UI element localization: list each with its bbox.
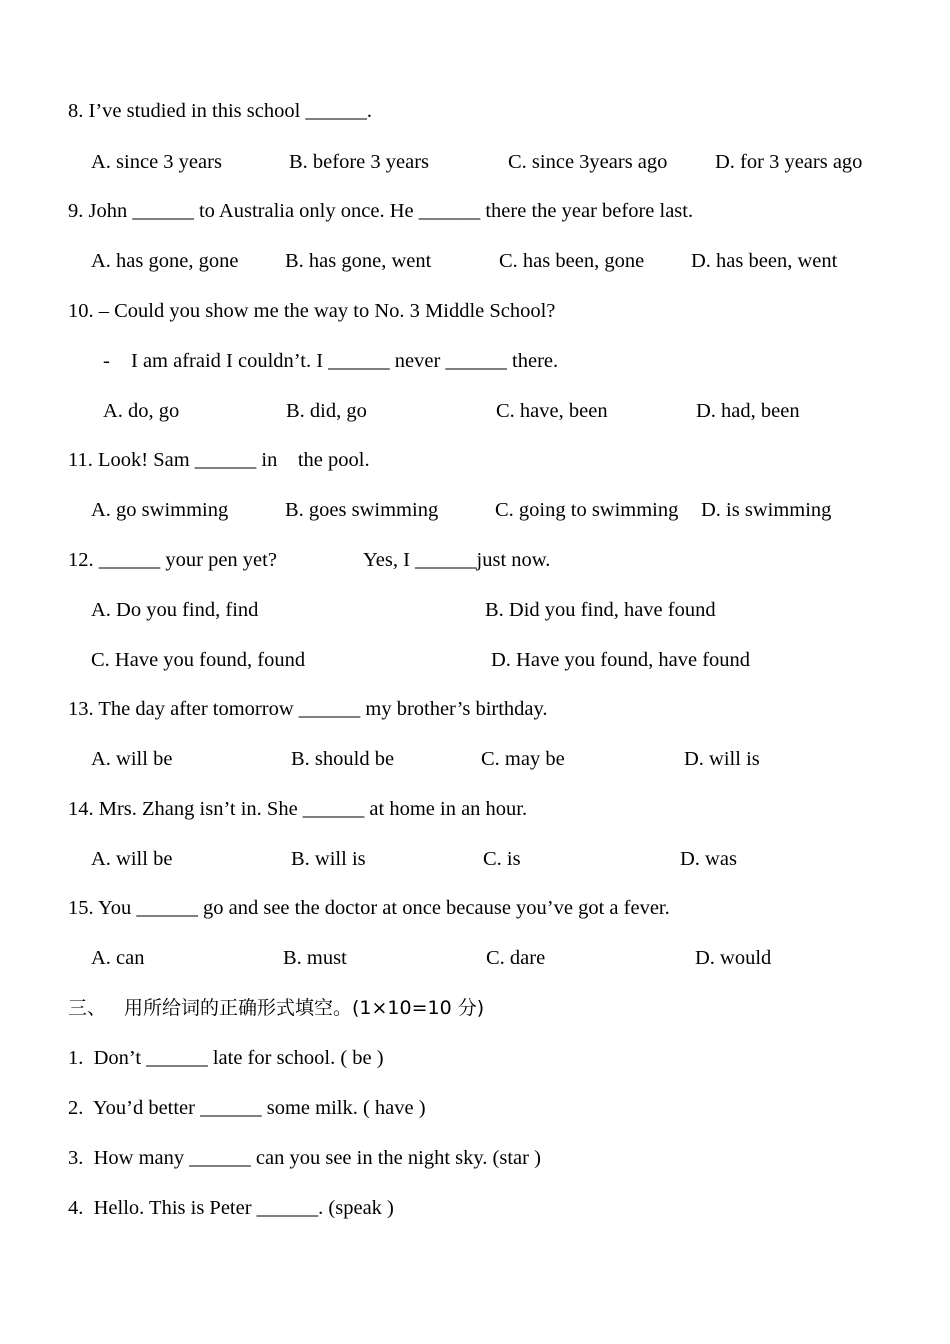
question-14-stem: 14. Mrs. Zhang isn’t in. She ______ at home in an hour. — [68, 798, 528, 820]
question-10-stem: 10. – Could you show me the way to No. 3 Middle School? — [68, 300, 556, 322]
question-13-option-b: B. should be — [291, 748, 395, 770]
question-12-reply: Yes, I ______just now. — [363, 549, 551, 571]
question-14-option-d: D. was — [680, 848, 737, 870]
question-12-stem: 12. ______ your pen yet? — [68, 549, 277, 571]
question-12-option-c: C. Have you found, found — [91, 649, 306, 671]
question-14-option-a: A. will be — [91, 848, 173, 870]
question-8-stem: 8. I’ve studied in this school ______. — [68, 100, 373, 122]
question-15-option-b: B. must — [283, 947, 347, 969]
question-11-option-b: B. goes swimming — [285, 499, 439, 521]
question-13-option-a: A. will be — [91, 748, 173, 770]
question-10-option-a: A. do, go — [103, 400, 180, 422]
question-8-option-a: A. since 3 years — [91, 151, 222, 173]
question-11-option-a: A. go swimming — [91, 499, 229, 521]
question-12-option-a: A. Do you find, find — [91, 599, 259, 621]
question-14-option-b: B. will is — [291, 848, 366, 870]
section-3-number: 三、 — [68, 997, 107, 1019]
fill-item-4: 4. Hello. This is Peter ______. (speak ) — [68, 1197, 394, 1219]
question-11-option-d: D. is swimming — [701, 499, 832, 521]
question-10-reply-dash: - — [103, 350, 110, 372]
question-9-option-a: A. has gone, gone — [91, 250, 239, 272]
question-9-option-d: D. has been, went — [691, 250, 838, 272]
question-12-option-b: B. Did you find, have found — [485, 599, 716, 621]
question-15-option-c: C. dare — [486, 947, 546, 969]
question-15-stem: 15. You ______ go and see the doctor at once because you’ve got a fever. — [68, 897, 670, 919]
question-9-option-c: C. has been, gone — [499, 250, 645, 272]
question-10-option-d: D. had, been — [696, 400, 800, 422]
fill-item-2: 2. You’d better ______ some milk. ( have ) — [68, 1097, 426, 1119]
question-10-reply: I am afraid I couldn’t. I ______ never ______ there. — [131, 350, 559, 372]
question-10-option-c: C. have, been — [496, 400, 608, 422]
fill-item-3: 3. How many ______ can you see in the night sky. (star ) — [68, 1147, 541, 1169]
question-11-option-c: C. going to swimming — [495, 499, 679, 521]
question-8-option-b: B. before 3 years — [289, 151, 430, 173]
question-9-option-b: B. has gone, went — [285, 250, 432, 272]
question-8-option-c: C. since 3years ago — [508, 151, 668, 173]
question-14-option-c: C. is — [483, 848, 521, 870]
question-8-option-d: D. for 3 years ago — [715, 151, 863, 173]
question-13-option-d: D. will is — [684, 748, 760, 770]
question-15-option-a: A. can — [91, 947, 145, 969]
question-10-option-b: B. did, go — [286, 400, 367, 422]
question-12-option-d: D. Have you found, have found — [491, 649, 751, 671]
question-15-option-d: D. would — [695, 947, 772, 969]
question-11-stem: 11. Look! Sam ______ in the pool. — [68, 449, 370, 471]
question-13-stem: 13. The day after tomorrow ______ my brother’s birthday. — [68, 698, 548, 720]
section-3-title: 用所给词的正确形式填空。(1×10=10 分) — [124, 997, 485, 1019]
fill-item-1: 1. Don’t ______ late for school. ( be ) — [68, 1047, 384, 1069]
question-9-stem: 9. John ______ to Australia only once. He ______ there the year before last. — [68, 200, 694, 222]
question-13-option-c: C. may be — [481, 748, 565, 770]
